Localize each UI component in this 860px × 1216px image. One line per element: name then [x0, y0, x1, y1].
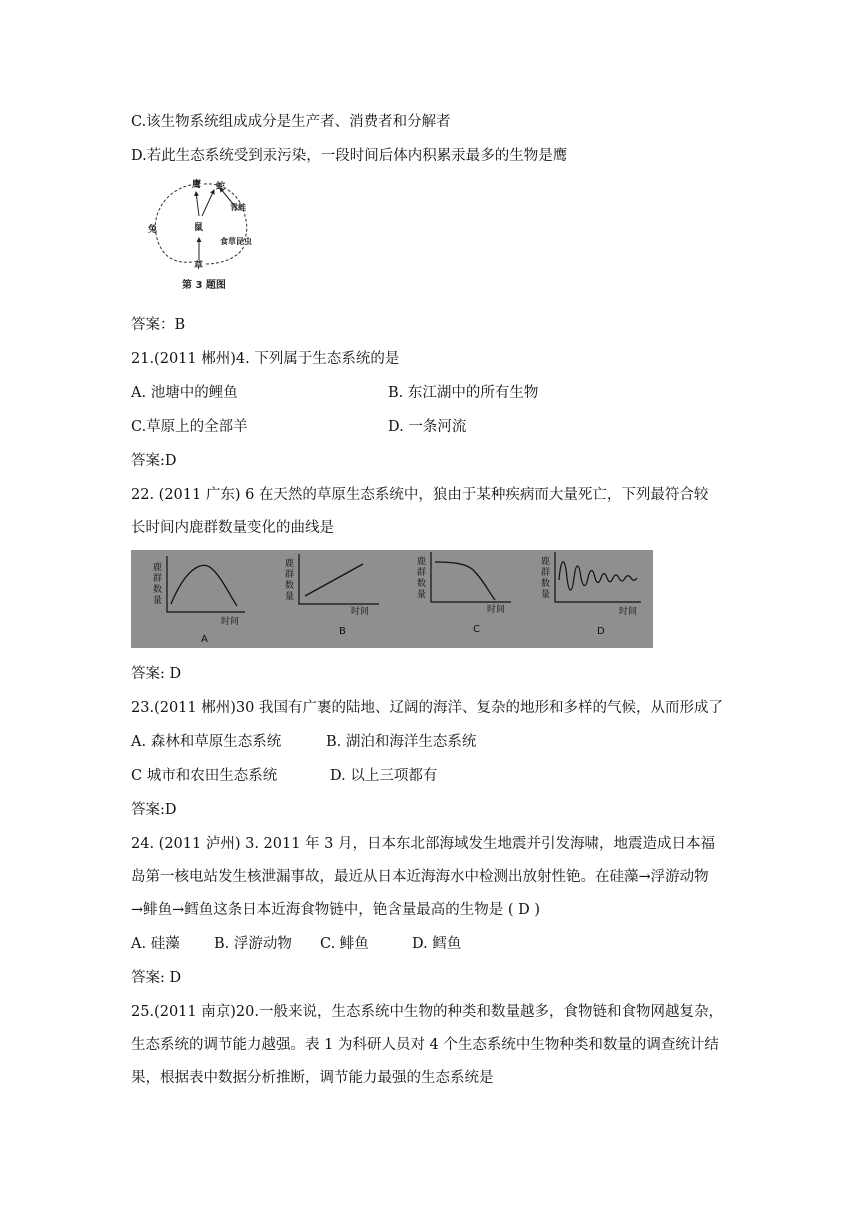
- svg-text:时间: 时间: [351, 607, 370, 617]
- q20-option-c: C.该生物系统组成成分是生产者、消费者和分解者: [131, 114, 451, 130]
- q23-answer: 答案:D: [131, 802, 177, 818]
- food-web-figure: [144, 176, 264, 294]
- svg-text:量: 量: [541, 590, 551, 600]
- q25-stem-line1: 25.(2011 南京)20.一般来说，生态系统中生物的种类和数量越多，食物链和食物网越复杂，: [131, 1004, 723, 1020]
- svg-text:群: 群: [153, 574, 163, 584]
- svg-text:鹿: 鹿: [541, 557, 551, 567]
- svg-text:时间: 时间: [619, 607, 638, 617]
- q21-option-a: A. 池塘中的鲤鱼: [131, 385, 238, 401]
- svg-text:数: 数: [541, 579, 551, 589]
- svg-text:数: 数: [417, 579, 427, 589]
- q21-stem: 21.(2011 郴州)4. 下列属于生态系统的是: [131, 351, 400, 367]
- q21-option-b: B. 东江湖中的所有生物: [388, 385, 539, 401]
- svg-text:鹿: 鹿: [417, 557, 427, 567]
- graph-panel-a: [145, 550, 265, 648]
- svg-text:鹿: 鹿: [153, 563, 163, 573]
- svg-text:D: D: [597, 626, 605, 637]
- svg-text:数: 数: [153, 585, 163, 595]
- q22-answer: 答案: D: [131, 666, 182, 682]
- q22-stem-line2: 长时间内鹿群数量变化的曲线是: [131, 520, 334, 536]
- q24-option-d: D. 鳕鱼: [412, 936, 462, 952]
- q23-option-a: A. 森林和草原生态系统: [131, 734, 282, 750]
- q21-answer: 答案:D: [131, 453, 177, 469]
- svg-text:量: 量: [285, 592, 295, 602]
- q24-option-c: C. 鲱鱼: [320, 936, 369, 952]
- q24-answer: 答案: D: [131, 970, 182, 986]
- q20-answer: 答案：B: [131, 317, 186, 333]
- deer-population-graphs: [131, 550, 653, 648]
- node-grass: 草: [194, 261, 204, 271]
- q20-option-d: D.若此生态系统受到汞污染，一段时间后体内积累汞最多的生物是鹰: [131, 148, 568, 164]
- q24-stem-line3: →鲱鱼→鳕鱼这条日本近海食物链中，铯含量最高的生物是 ( D ): [131, 902, 541, 918]
- svg-text:群: 群: [285, 570, 295, 580]
- node-eagle: 鹰: [192, 180, 202, 190]
- q23-stem: 23.(2011 郴州)30 我国有广裹的陆地、辽阔的海洋、复杂的地形和多样的气候，从而形成了: [131, 700, 723, 716]
- q24-option-a: A. 硅藻: [131, 936, 180, 952]
- node-snake: 蛇: [216, 182, 226, 192]
- node-frog: 青蛙: [230, 203, 246, 212]
- q21-option-d: D. 一条河流: [388, 419, 467, 435]
- svg-text:A: A: [201, 634, 208, 645]
- svg-text:C: C: [473, 624, 480, 635]
- svg-text:鹿: 鹿: [285, 559, 295, 569]
- q24-stem-line1: 24. (2011 泸州) 3. 2011 年 3 月，日本东北部海域发生地震并引发海啸，地震造成日本福: [131, 836, 715, 852]
- q22-stem-line1: 22. (2011 广东) 6 在天然的草原生态系统中，狼由于某种疾病而大量死亡，下列最符合较: [131, 487, 709, 503]
- graph-panel-d: [541, 550, 653, 648]
- graph-panel-b: [279, 550, 399, 648]
- node-insect: 食草昆虫: [220, 237, 252, 246]
- q25-stem-line3: 果，根据表中数据分析推断，调节能力最强的生态系统是: [131, 1070, 494, 1086]
- q23-option-c: C 城市和农田生态系统: [131, 768, 278, 784]
- q23-option-b: B. 湖泊和海洋生态系统: [326, 734, 477, 750]
- q24-stem-line2: 岛第一核电站发生核泄漏事故，最近从日本近海海水中检测出放射性铯。在硅藻→浮游动物: [131, 869, 709, 885]
- q23-option-d: D. 以上三项都有: [330, 768, 438, 784]
- graph-panel-c: [411, 550, 531, 648]
- svg-text:时间: 时间: [221, 617, 240, 627]
- svg-text:群: 群: [541, 568, 551, 578]
- svg-text:B: B: [339, 626, 346, 637]
- q24-option-b: B. 浮游动物: [214, 936, 292, 952]
- q21-option-c: C.草原上的全部羊: [131, 419, 248, 435]
- svg-text:时间: 时间: [487, 605, 506, 615]
- node-rabbit: 兔: [148, 225, 158, 235]
- figure-caption: 第 3 题图: [182, 280, 226, 291]
- svg-text:量: 量: [153, 596, 163, 606]
- q25-stem-line2: 生态系统的调节能力越强。表 1 为科研人员对 4 个生态系统中生物种类和数量的调查统计结: [131, 1037, 719, 1053]
- node-mouse: 鼠: [194, 223, 204, 233]
- svg-text:群: 群: [417, 568, 427, 578]
- svg-text:数: 数: [285, 581, 295, 591]
- svg-text:量: 量: [417, 590, 427, 600]
